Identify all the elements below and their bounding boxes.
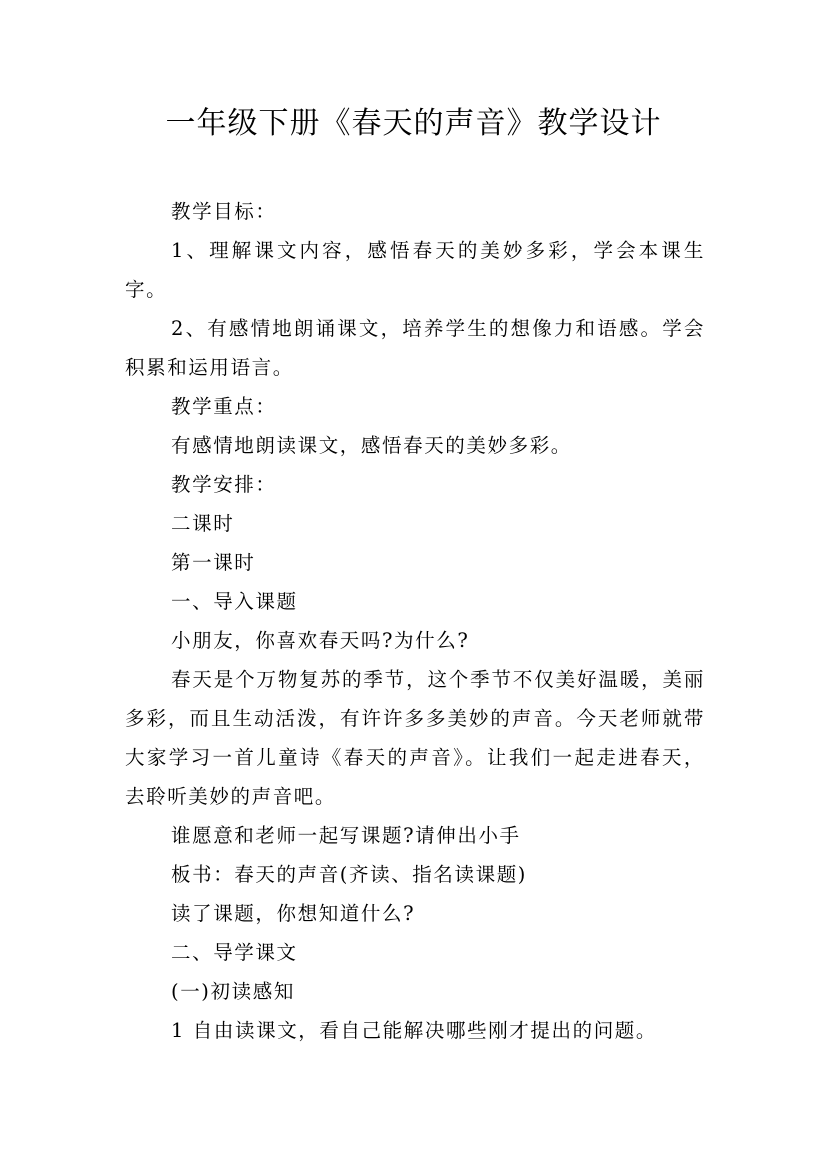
paragraph-objective-2: 2、有感情地朗诵课文，培养学生的想像力和语感。学会积累和运用语言。: [125, 317, 705, 379]
paragraph-key-points-heading: 教学重点：: [171, 395, 277, 418]
paragraph-first-reading: (一)初读感知: [171, 980, 295, 1003]
paragraph-section-intro: 一、导入课题: [171, 590, 298, 613]
paragraph-after-reading: 读了课题，你想知道什么?: [171, 902, 416, 925]
paragraph-arrangement: 二课时: [171, 512, 235, 535]
paragraph-objective-1: 1、理解课文内容，感悟春天的美妙多彩，学会本课生字。: [125, 239, 705, 301]
paragraph-spring-description: 春天是个万物复苏的季节，这个季节不仅美好温暖，美丽多彩，而且生动活泼，有许许多多美妙的声音。今天老师就带大家学习一首儿童诗《春天的声音》。让我们一起走进春天，去聆听美妙的声音吧。: [125, 668, 705, 808]
paragraph-objectives-heading: 教学目标：: [171, 200, 277, 223]
paragraph-key-points: 有感情地朗读课文，感悟春天的美妙多彩。: [171, 434, 572, 457]
paragraph-question-spring: 小朋友，你喜欢春天吗?为什么?: [171, 629, 470, 652]
paragraph-arrangement-heading: 教学安排：: [171, 473, 277, 496]
document-body: [125, 192, 705, 1050]
paragraph-first-lesson: 第一课时: [171, 551, 256, 574]
paragraph-section-guide: 二、导学课文: [171, 941, 298, 964]
document-title: 一年级下册《春天的声音》教学设计: [165, 106, 662, 141]
paragraph-free-reading: 1 自由读课文，看自己能解决哪些刚才提出的问题。: [171, 1019, 658, 1042]
paragraph-write-title: 谁愿意和老师一起写课题?请伸出小手: [171, 824, 521, 847]
paragraph-blackboard: 板书：春天的声音(齐读、指名读课题): [171, 863, 528, 886]
